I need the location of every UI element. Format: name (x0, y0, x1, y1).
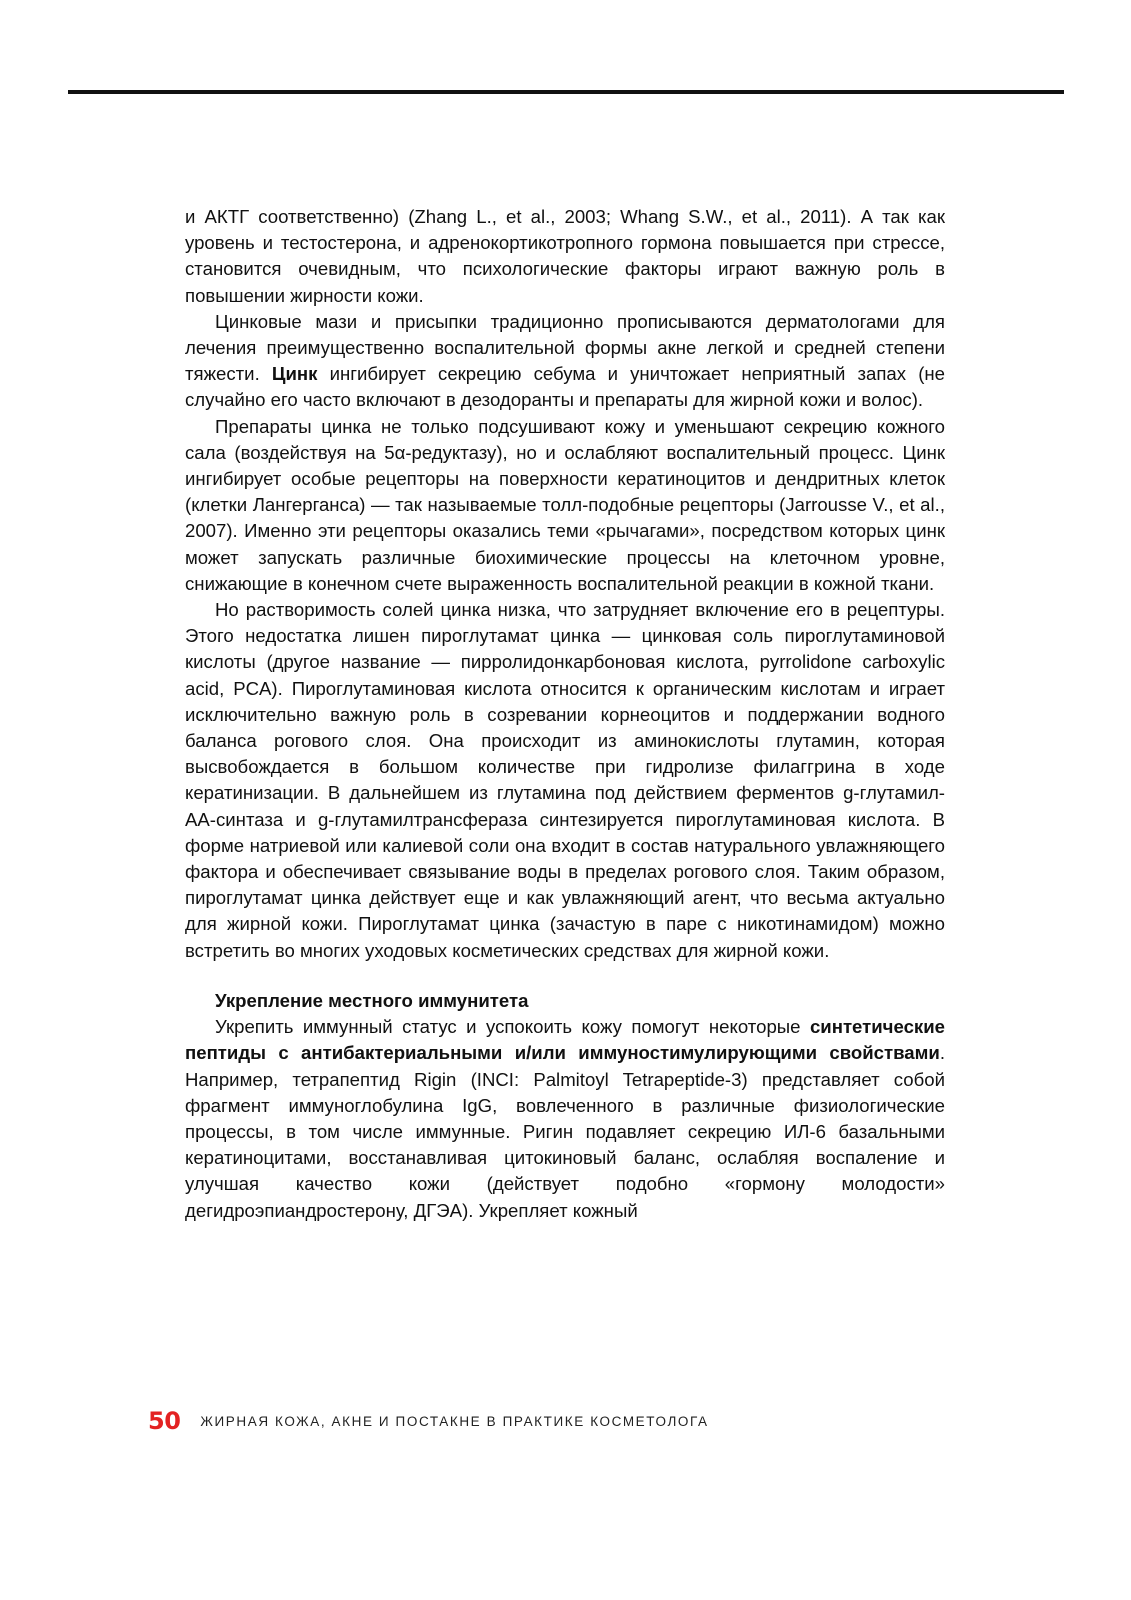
paragraph-text: ингибирует секрецию себума и уничтожает неприятный запах (не случайно его часто включают в дезодоранты и препараты для жирной кожи и волос). (185, 363, 945, 411)
section-heading: Укрепление местного иммунитета (215, 989, 529, 1011)
bold-term: синтетические пептиды с антибактериальными и/или иммуностимулирующими свойствами (185, 1016, 945, 1064)
page-number: 50 (148, 1407, 181, 1435)
paragraph-text: . Например, тетрапептид Rigin (INCI: Palmitoyl Tetrapeptide-3) представляет собой фрагмент иммуноглобулина IgG, вовлеченного в различные физиологические процессы, в том числе иммунные. Ригин подавляет секрецию ИЛ-6 базальными кератиноцитами, восстанавливая цитокиновый баланс, ослабляя воспаление и улучшая качество кожи (действует подобно «гормону молодости» дегидроэпиандростерону, ДГЭА). Укрепляет кожный (185, 1042, 945, 1221)
top-rule (68, 90, 1064, 94)
paragraph-text: Но растворимость солей цинка низка, что затрудняет включение его в рецептуры. Этого недостатка лишен пироглутамат цинка — цинковая соль пироглутаминовой кислоты (другое название — пирролидонкарбоновая кислота, pyrrolidone carboxylic acid, PCA). Пироглутаминовая кислота относится к органическим кислотам и играет исключительно важную роль в созревании корнеоцитов и поддержании водного баланса рогового слоя. Она происходит из аминокислоты глутамин, которая высвобождается в большом количестве при гидролизе филаггрина в ходе кератинизации. В дальнейшем из глутамина под действием ферментов g-глутамил-АА-синтаза и g-глутамилтрансфераза синтезируется пироглутаминовая кислота. В форме натриевой или калиевой соли она входит в состав натурального увлажняющего фактора и обеспечивает связывание воды в пределах рогового слоя. Таким образом, пироглутамат цинка действует еще и как увлажняющий агент, что весьма актуально для жирной кожи. Пироглутамат цинка (зачастую в паре с никотинамидом) можно встретить во многих уходовых косметических средствах для жирной кожи. (185, 599, 945, 961)
paragraph-text: Цинковые мази и присыпки традиционно прописываются дерматологами для лечения преимущественно воспалительной формы акне легкой и средней степени тяжести. (185, 310, 945, 385)
paragraph (185, 414, 945, 597)
paragraph-text: Укрепить иммунный статус и успокоить кожу помогут некоторые (215, 1016, 810, 1038)
section-paragraphs (185, 1014, 945, 1224)
paragraph-text: и АКТГ соответственно) (Zhang L., et al., 2003; Whang S.W., et al., 2011). А так как уровень и тестостерона, и адренокортикотропного гормона повышается при стрессе, становится очевидным, что психологические факторы играют важную роль в повышении жирности кожи. (185, 206, 945, 306)
page-footer (148, 1406, 709, 1436)
bold-term: Цинк (271, 363, 318, 385)
running-title: ЖИРНАЯ КОЖА, АКНЕ И ПОСТАКНЕ В ПРАКТИКЕ КОСМЕТОЛОГА (200, 1413, 709, 1429)
paragraph (185, 597, 945, 964)
body-text (185, 204, 945, 1224)
paragraph (185, 1014, 945, 1224)
paragraph-text: Препараты цинка не только подсушивают кожу и уменьшают секрецию кожного сала (воздействуя на 5α-редуктазу), но и ослабляют воспалительный процесс. Цинк ингибирует особые рецепторы на поверхности кератиноцитов и дендритных клеток (клетки Лангерганса) — так называемые толл-подобные рецепторы (Jarrousse V., et al., 2007). Именно эти рецепторы оказались теми «рычагами», посредством которых цинк может запускать различные биохимические процессы на клеточном уровне, снижающие в конечном счете выраженность воспалительной реакции в кожной ткани. (185, 415, 945, 594)
paragraph (185, 204, 945, 309)
paragraph (185, 309, 945, 414)
main-paragraphs (185, 204, 945, 964)
